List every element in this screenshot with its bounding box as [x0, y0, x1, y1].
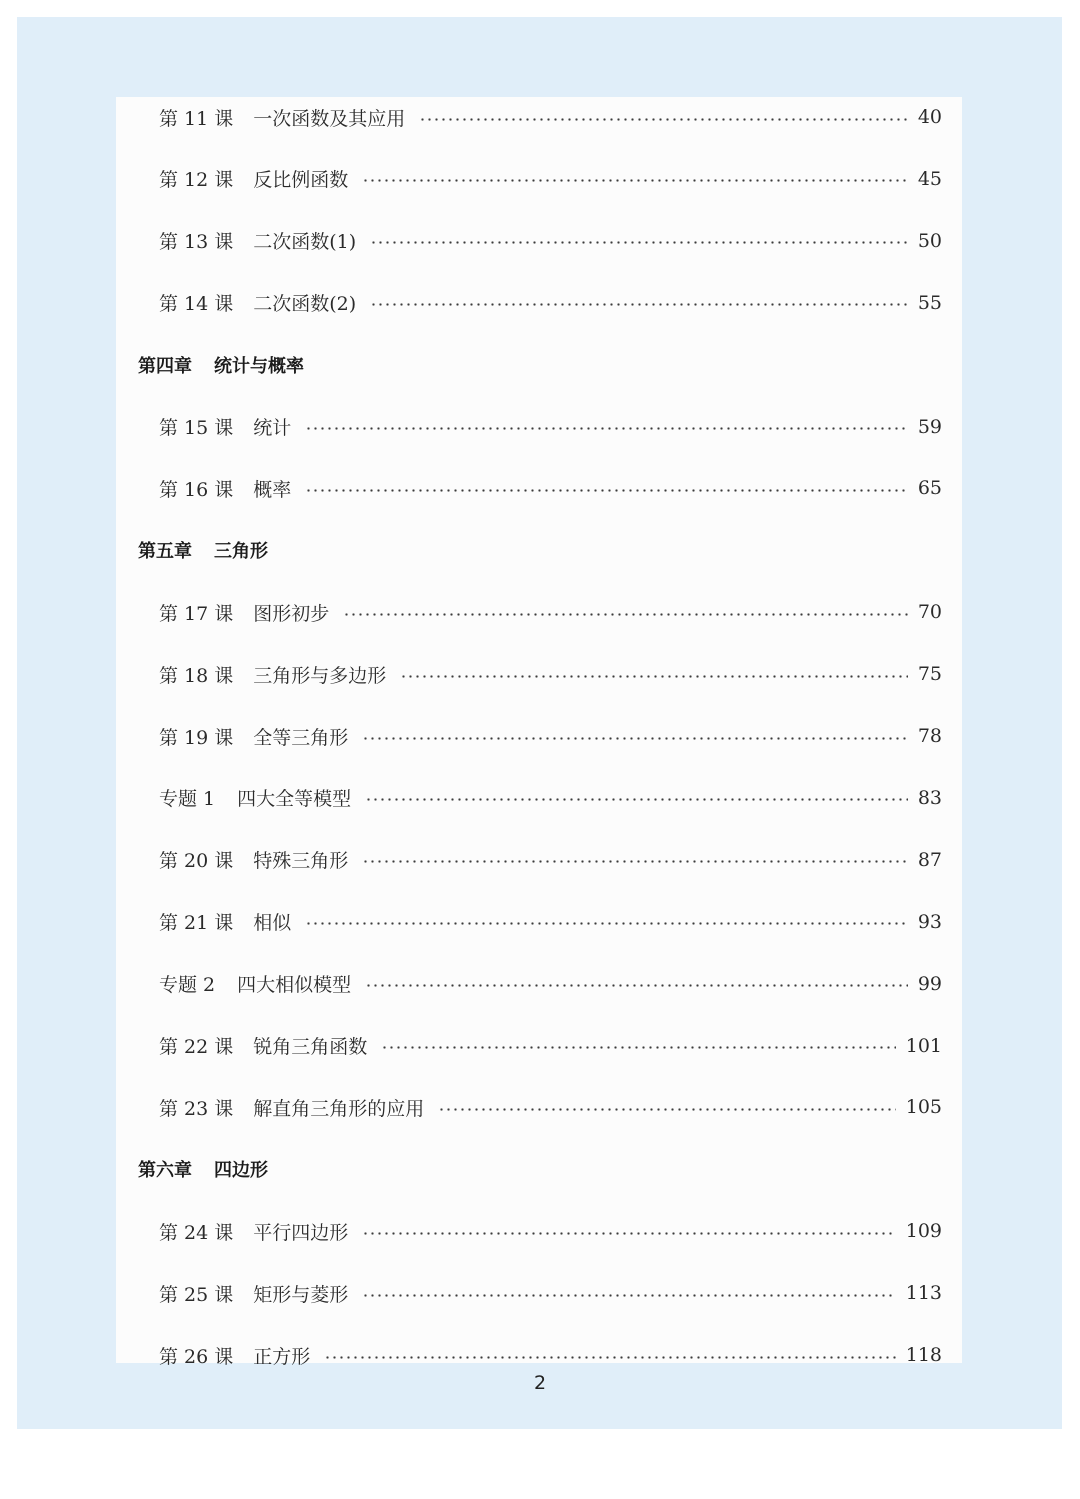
dot-leader	[362, 1232, 895, 1235]
dot-leader	[381, 1046, 895, 1049]
toc-entry-number: 第四章	[138, 355, 192, 377]
toc-lesson-entry	[116, 283, 962, 323]
toc-entry-page: 70	[917, 601, 942, 624]
dot-leader	[305, 427, 908, 430]
toc-entry-number: 专题 1	[159, 788, 216, 811]
dot-leader	[365, 798, 908, 801]
toc-entry-number: 第 14 课	[159, 293, 234, 316]
toc-entry-number: 第 16 课	[159, 478, 234, 501]
toc-entry-page: 118	[905, 1344, 942, 1366]
dot-leader	[362, 179, 908, 182]
toc-entry-title: 矩形与菱形	[253, 1283, 349, 1306]
toc-entry-title: 解直角三角形的应用	[253, 1097, 425, 1120]
dot-leader	[370, 303, 908, 306]
toc-chapter-heading	[116, 1149, 962, 1189]
toc-entry-number: 第 22 课	[159, 1036, 234, 1058]
toc-lesson-entry	[116, 1026, 962, 1066]
toc-entry-page: 93	[917, 910, 942, 933]
toc-entry-title: 四大全等模型	[237, 788, 352, 811]
toc-entry-number: 第 19 课	[159, 726, 234, 749]
toc-lesson-entry	[116, 1087, 962, 1127]
dot-leader	[438, 1108, 895, 1111]
toc-page	[116, 97, 962, 1368]
toc-entry-page: 59	[917, 415, 942, 438]
toc-entry-page: 113	[905, 1282, 942, 1305]
toc-entry-number: 第 26 课	[159, 1345, 234, 1368]
toc-entry-page: 101	[905, 1034, 942, 1057]
toc-entry-title: 相似	[253, 912, 292, 935]
toc-entry-title: 概率	[253, 478, 292, 501]
toc-entry-title: 特殊三角形	[253, 850, 349, 873]
toc-entry-title: 平行四边形	[253, 1221, 349, 1244]
dot-leader	[324, 1356, 895, 1359]
dot-leader	[365, 984, 908, 987]
toc-entry-page: 45	[917, 167, 942, 190]
toc-entry-title: 统计与概率	[214, 355, 304, 377]
toc-entry-number: 第 20 课	[159, 850, 234, 873]
toc-entry-number: 第 23 课	[159, 1097, 234, 1120]
toc-entry-title: 一次函数及其应用	[253, 107, 406, 130]
toc-entry-title: 二次函数(1)	[253, 231, 357, 254]
toc-entry-title: 四大相似模型	[237, 974, 352, 997]
dot-leader	[362, 1294, 895, 1297]
toc-entry-number: 第 11 课	[159, 107, 234, 130]
toc-entry-title: 统计	[253, 417, 292, 439]
toc-entry-title: 图形初步	[253, 602, 330, 625]
toc-entry-number: 第五章	[138, 541, 192, 563]
toc-entry-page: 50	[917, 229, 942, 252]
toc-entry-page: 55	[917, 291, 942, 314]
toc-lesson-entry	[116, 592, 962, 632]
toc-entry-page: 75	[917, 663, 942, 686]
toc-lesson-entry	[116, 716, 962, 756]
toc-entry-title: 全等三角形	[253, 726, 349, 749]
toc-entry-title: 反比例函数	[253, 169, 349, 192]
toc-entry-title: 锐角三角函数	[253, 1036, 368, 1058]
toc-entry-number: 第 24 课	[159, 1221, 234, 1244]
toc-entry-number: 第 18 课	[159, 664, 234, 687]
toc-entry-number: 第 25 课	[159, 1283, 234, 1306]
toc-entry-number: 第 17 课	[159, 602, 234, 625]
toc-entry-title: 四边形	[214, 1160, 268, 1182]
dot-leader	[305, 489, 908, 492]
toc-topic-entry	[116, 964, 962, 1004]
toc-lesson-entry	[116, 468, 962, 508]
toc-entry-number: 第 21 课	[159, 912, 234, 935]
toc-entry-number: 第 15 课	[159, 417, 234, 439]
toc-entry-page: 83	[917, 786, 942, 809]
dot-leader	[362, 737, 908, 740]
dot-leader	[370, 241, 908, 244]
page-number: 2	[533, 1372, 547, 1394]
dot-leader	[400, 675, 908, 678]
dot-leader	[343, 613, 908, 616]
toc-entry-title: 二次函数(2)	[253, 293, 357, 316]
toc-entry-page: 109	[905, 1220, 942, 1243]
toc-entry-page: 99	[917, 972, 942, 995]
dot-leader	[419, 118, 908, 121]
toc-lesson-entry	[116, 221, 962, 261]
toc-lesson-entry	[116, 407, 962, 447]
toc-lesson-entry	[116, 654, 962, 694]
toc-entry-page: 87	[917, 848, 942, 871]
toc-entry-page: 40	[917, 106, 942, 128]
toc-entry-title: 正方形	[253, 1345, 311, 1368]
toc-chapter-heading	[116, 345, 962, 385]
toc-entry-number: 专题 2	[159, 974, 216, 997]
toc-entry-number: 第 12 课	[159, 169, 234, 192]
toc-lesson-entry	[116, 840, 962, 880]
toc-lesson-entry	[116, 159, 962, 199]
toc-entry-number: 第 13 课	[159, 231, 234, 254]
toc-entry-title: 三角形	[214, 541, 268, 563]
dot-leader	[305, 922, 908, 925]
toc-lesson-entry	[116, 1211, 962, 1251]
toc-entry-page: 65	[917, 477, 942, 500]
toc-lesson-entry	[116, 902, 962, 942]
toc-entry-page: 105	[905, 1096, 942, 1119]
toc-entry-number: 第六章	[138, 1160, 192, 1182]
dot-leader	[362, 860, 908, 863]
toc-entry-title: 三角形与多边形	[253, 664, 387, 687]
toc-lesson-entry	[116, 1335, 962, 1375]
toc-lesson-entry	[116, 97, 962, 137]
toc-entry-page: 78	[917, 725, 942, 747]
toc-chapter-heading	[116, 530, 962, 570]
toc-lesson-entry	[116, 1273, 962, 1313]
toc-topic-entry	[116, 778, 962, 818]
